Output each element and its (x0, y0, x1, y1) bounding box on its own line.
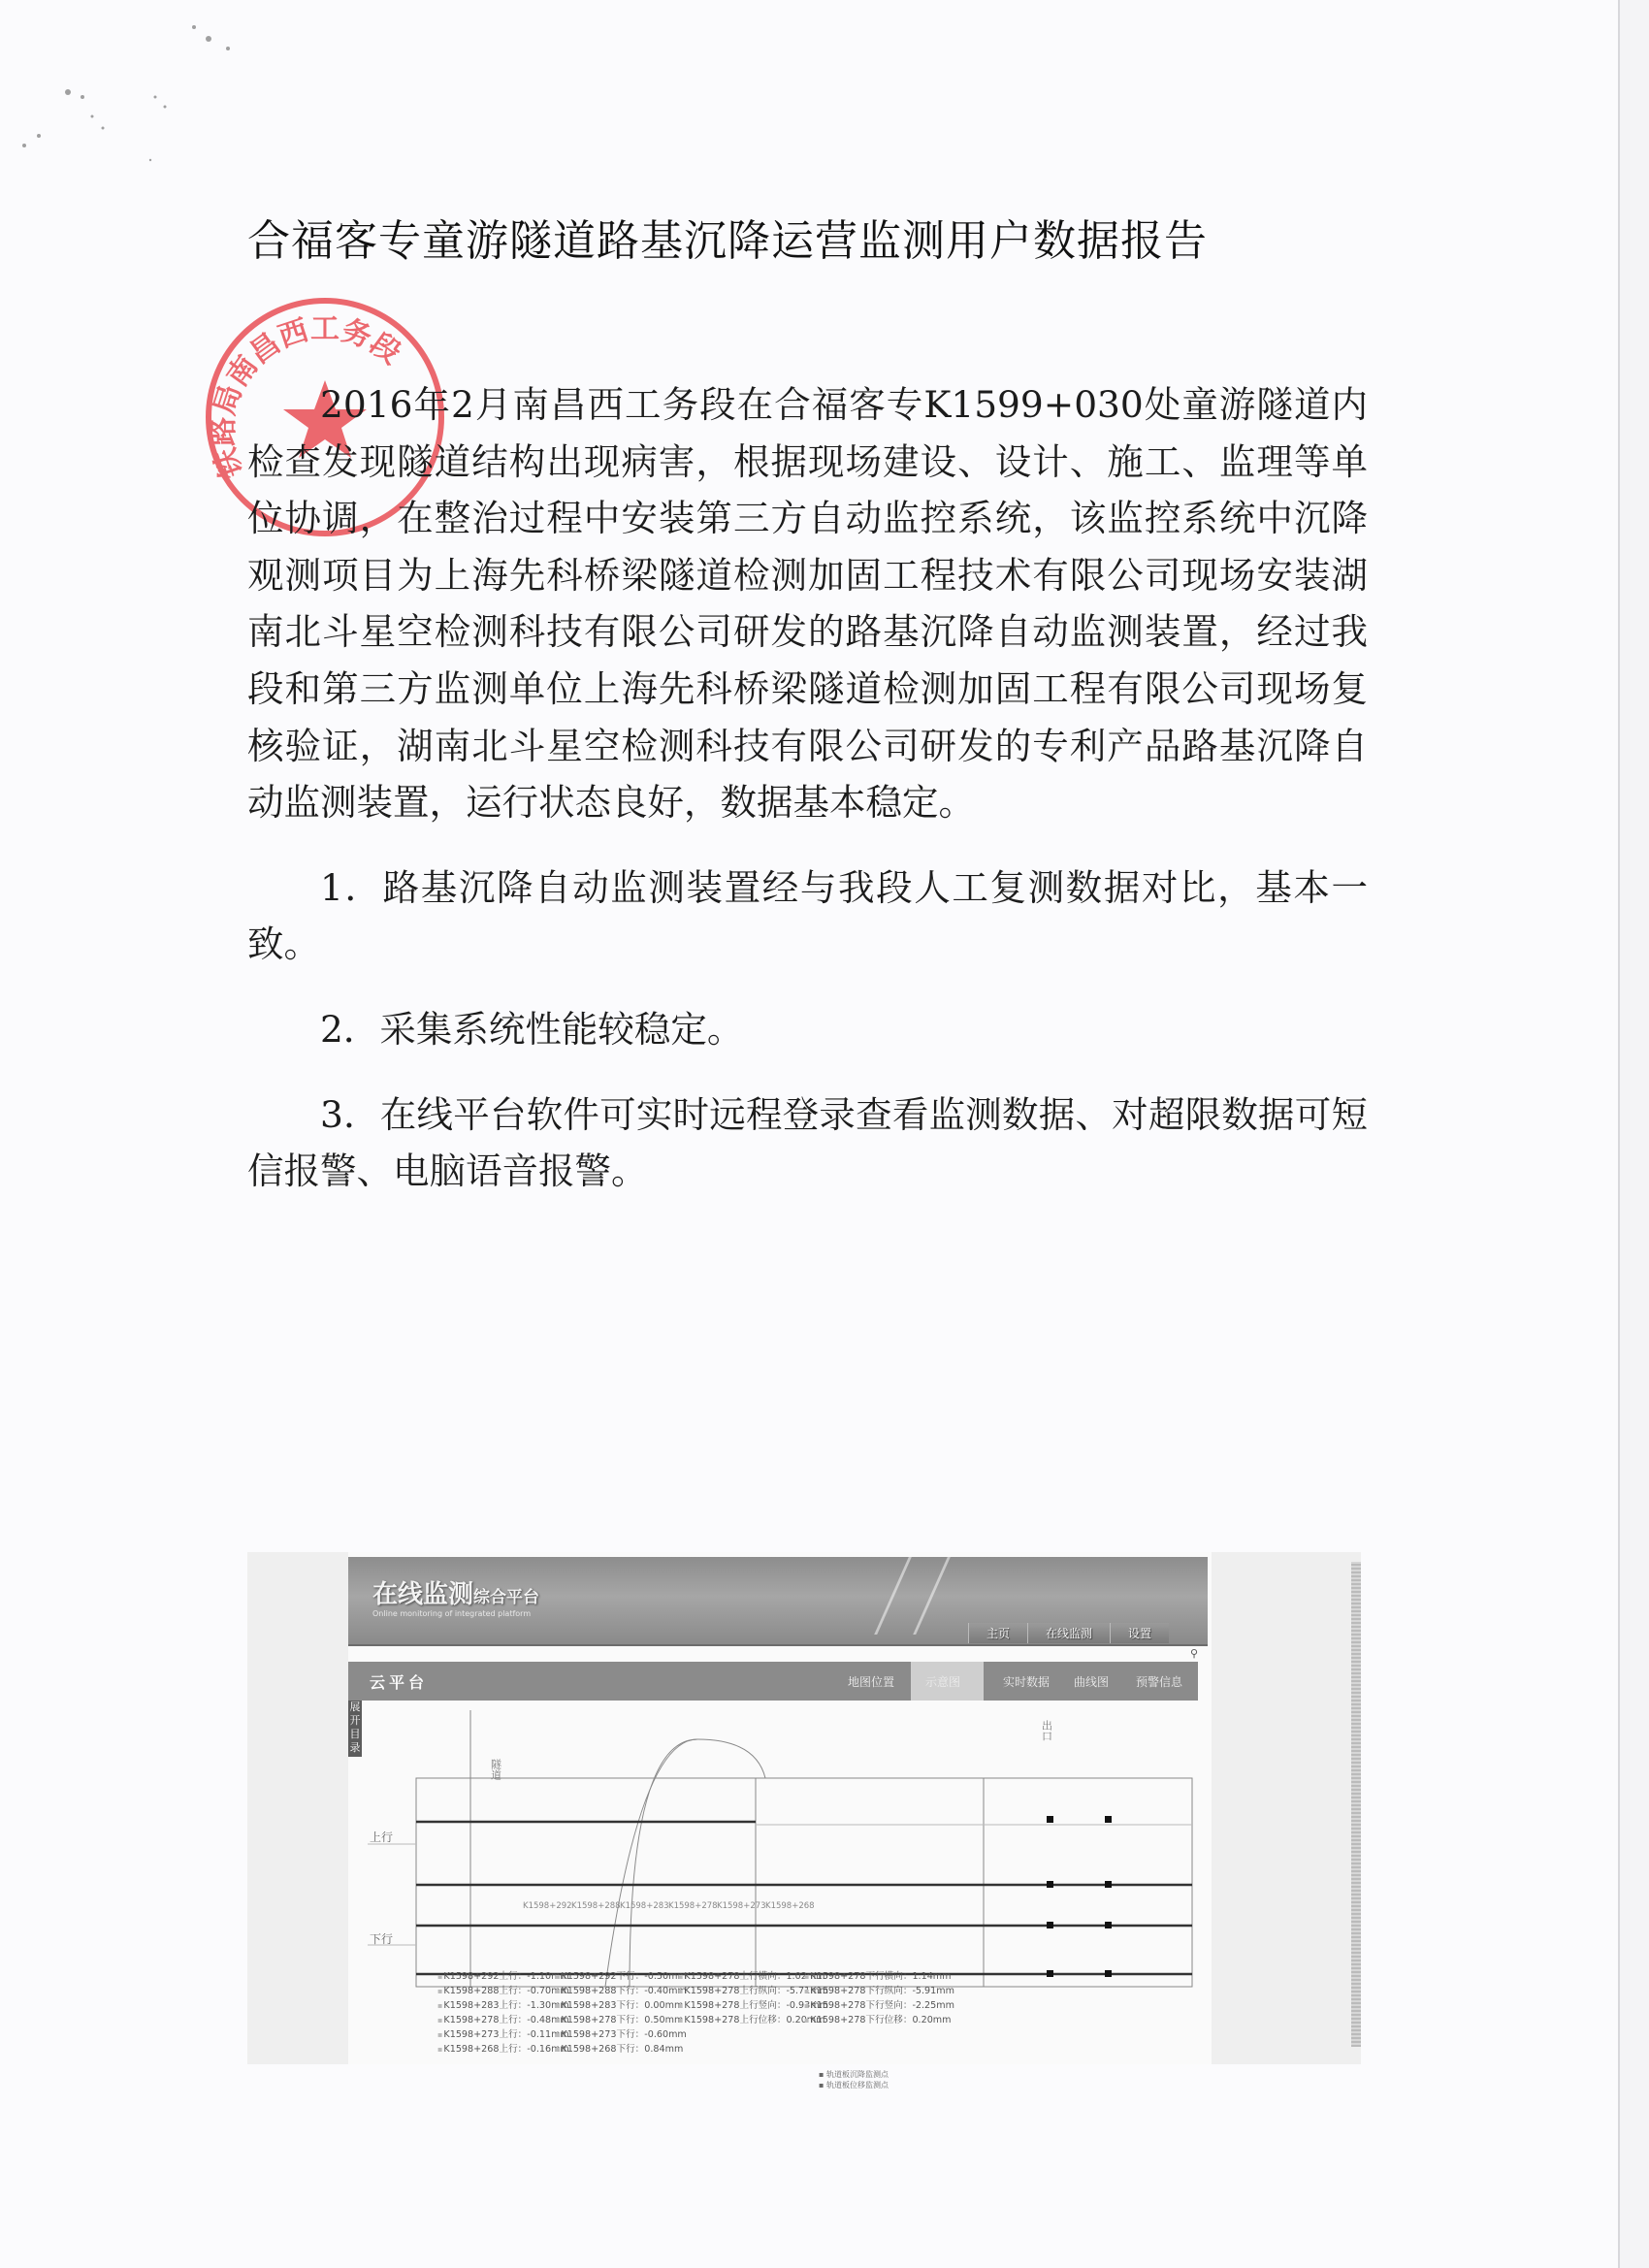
nav-online-monitoring[interactable]: 在线监测 (1027, 1623, 1110, 1643)
intro-paragraph: 2016年2月南昌西工务段在合福客专K1599+030处童游隧道内检查发现隧道结构出现病害，根据现场建设、设计、施工、监理等单位协调，在整治过程中安装第三方自动监控系统，该监控系统中沉降观测项目为上海先科桥梁隧道检测加固工程技术有限公司现场安装湖南北斗星空检测科技有限公司研发的路基沉降自动监测装置，经过我段和第三方监测单位上海先科桥梁隧道检测加固工程有限公司现场复核验证，湖南北斗星空检测科技有限公司研发的专利产品路基沉降自动监测装置，运行状态良好，数据基本稳定。 (247, 383, 1368, 825)
tab-schematic[interactable]: 示意图 (925, 1675, 961, 1689)
data-row: ▪ K1598+278下行竖向：-2.25mm (804, 1998, 954, 2013)
platform-screenshot (247, 1552, 1361, 2090)
expand-directory-tab[interactable]: 展开目录 (348, 1701, 362, 1757)
page-edge (1618, 0, 1620, 2268)
data-column-up-settlement (437, 1969, 569, 2057)
tab-realtime-data[interactable]: 实时数据 (1003, 1675, 1051, 1689)
sub-nav (348, 1662, 1198, 1701)
mileage-292: K1598+292 (523, 1901, 572, 1911)
document-title: 合福客专童游隧道路基沉降运营监测用户数据报告 (247, 216, 1208, 266)
data-row: ▪ K1598+278下行纵向：-5.91mm (804, 1984, 954, 1998)
data-row: ▪ K1598+268下行：0.84mm (555, 2042, 687, 2057)
app-banner (348, 1557, 1208, 1646)
legend-settlement: ▪ 轨道板沉降监测点 (819, 2070, 889, 2079)
mileage-268: K1598+268 (765, 1901, 815, 1911)
data-row: ▪ K1598+273上行：-0.11mm (437, 2027, 569, 2042)
data-row: ▪ K1598+278上行位移：0.20mm (678, 2013, 828, 2027)
nav-home[interactable]: 主页 (968, 1623, 1027, 1643)
data-row: ▪ K1598+292下行：-0.50mm (555, 1969, 687, 1984)
data-row: ▪ K1598+283上行：-1.30mm (437, 1998, 569, 2013)
data-row: ▪ K1598+278上行竖向：-0.93mm (678, 1998, 828, 2013)
location-pin-icon: ⚲ (1190, 1647, 1199, 1660)
label-tunnel: 隧道 (489, 1759, 502, 1780)
tab-alert-info[interactable]: 预警信息 (1136, 1675, 1183, 1689)
data-row: ▪ K1598+292上行：-1.10mm (437, 1969, 569, 1984)
app-subtitle: Online monitoring of integrated platform (372, 1609, 532, 1618)
data-row: ▪ K1598+278下行位移：0.20mm (804, 2013, 954, 2027)
nav-settings[interactable]: 设置 (1110, 1623, 1169, 1643)
data-row: ▪ K1598+278上行：-0.48mm (437, 2013, 569, 2027)
label-tunnel-exit: 出口 (1040, 1720, 1053, 1741)
finding-item-3: 3．在线平台软件可实时远程登录查看监测数据、对超限数据可短信报警、电脑语音报警。 (247, 1092, 1368, 1193)
app-title: 在线监测综合平台 (372, 1580, 540, 1609)
finding-item-1: 1．路基沉降自动监测装置经与我段人工复测数据对比，基本一致。 (247, 865, 1368, 966)
data-column-down-displacement (804, 1969, 954, 2027)
data-column-down-settlement (555, 1969, 687, 2057)
legend-displacement: ▪ 轨道板位移监测点 (819, 2081, 889, 2090)
monitoring-app (348, 1552, 1212, 2090)
mileage-288: K1598+288 (571, 1901, 621, 1911)
tab-map-location[interactable]: 地图位置 (848, 1675, 895, 1689)
data-row: ▪ K1598+278下行：0.50mm (555, 2013, 687, 2027)
label-up-line: 上行 (370, 1831, 394, 1844)
document-body (247, 376, 1368, 1200)
data-row: ▪ K1598+278上行纵向：-5.71mm (678, 1984, 828, 1998)
stamp-text: 铁路局南昌西工务段 (206, 311, 407, 483)
screenshot-scrollbar (1351, 1562, 1361, 2047)
tab-curve-chart[interactable]: 曲线图 (1074, 1675, 1110, 1689)
finding-item-2: 2．采集系统性能较稳定。 (320, 1007, 744, 1051)
page-margin (1620, 0, 1649, 2268)
data-row: ▪ K1598+288下行：-0.40mm (555, 1984, 687, 1998)
mileage-273: K1598+273 (717, 1901, 766, 1911)
top-nav (968, 1623, 1169, 1643)
label-down-line: 下行 (370, 1932, 394, 1946)
data-row: ▪ K1598+268上行：-0.16mm (437, 2042, 569, 2057)
data-row: ▪ K1598+283下行：0.00mm (555, 1998, 687, 2013)
data-row: ▪ K1598+288上行：-0.70mm (437, 1984, 569, 1998)
data-row: ▪ K1598+278下行横向：1.14mm (804, 1969, 954, 1984)
mileage-278: K1598+278 (668, 1901, 718, 1911)
data-row: ▪ K1598+273下行：-0.60mm (555, 2027, 687, 2042)
mileage-283: K1598+283 (620, 1901, 669, 1911)
data-row: ▪ K1598+278上行横向：1.02mm (678, 1969, 828, 1984)
platform-logo: 云平台 (370, 1673, 429, 1692)
legend (819, 2069, 889, 2090)
monitoring-data-list (348, 1969, 1212, 2066)
